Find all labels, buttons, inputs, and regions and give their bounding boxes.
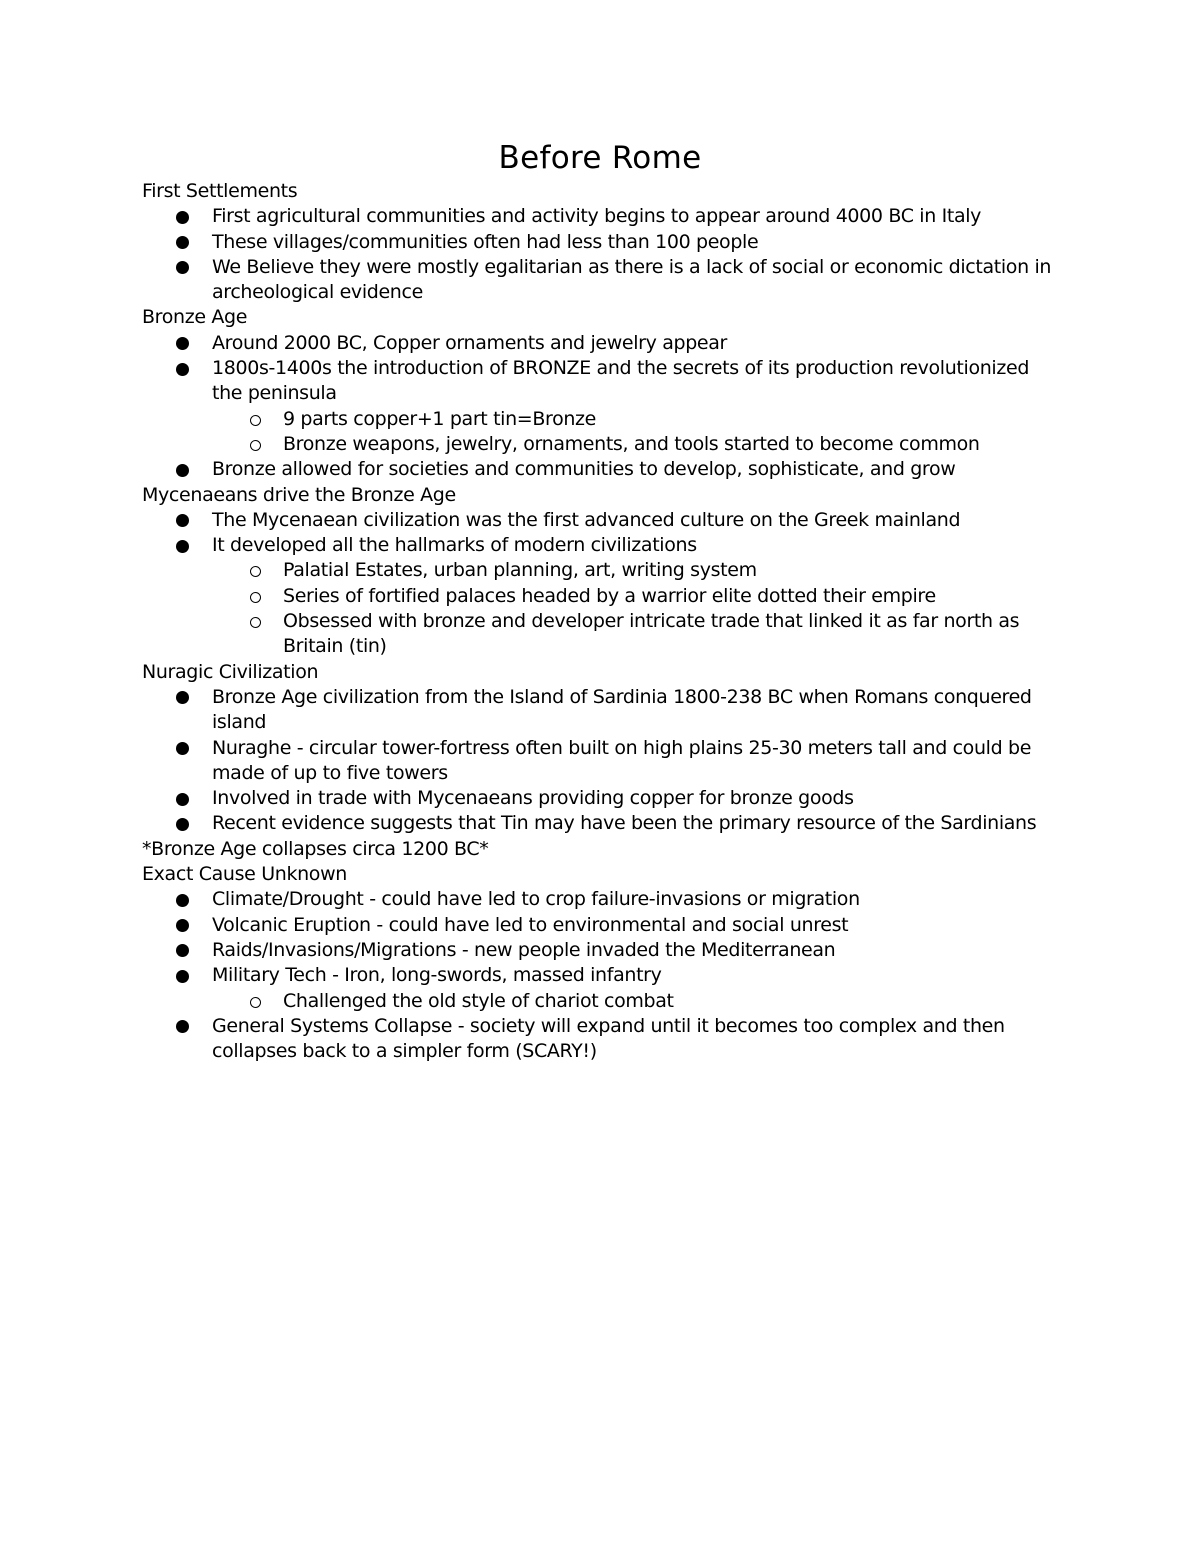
list-item <box>142 913 1052 938</box>
list-item <box>142 533 1052 558</box>
list-item-text: First agricultural communities and activity begins to appear around 4000 BC in Italy <box>212 205 982 228</box>
list-item <box>142 685 1052 736</box>
list-item <box>142 811 1052 836</box>
list-item <box>142 1014 1052 1065</box>
section-heading-exact-cause: Exact Cause Unknown <box>142 863 347 886</box>
list-item <box>142 230 1052 255</box>
section-heading-mycenaeans: Mycenaeans drive the Bronze Age <box>142 483 456 506</box>
filled-bullet-icon <box>176 944 189 957</box>
list-item-text: Bronze Age civilization from the Island of Sardinia 1800-238 BC when Romans conquered island <box>212 685 1032 734</box>
sub-list-item <box>142 609 1063 660</box>
filled-bullet-icon <box>176 363 189 376</box>
list-item <box>142 508 1052 533</box>
filled-bullet-icon <box>176 236 189 249</box>
sub-list-item <box>142 407 1063 432</box>
list-item-text: It developed all the hallmarks of modern civilizations <box>212 534 697 557</box>
sub-list-item <box>142 584 1063 609</box>
list-item-text: Nuraghe - circular tower-fortress often built on high plains 25-30 meters tall and could be made of up to five towers <box>212 736 1032 784</box>
filled-bullet-icon <box>176 540 189 553</box>
list-item <box>142 331 1052 356</box>
section-heading-bronze-age: Bronze Age <box>142 306 248 329</box>
notes-body <box>142 179 1062 1064</box>
sub-list-item-text: Bronze weapons, jewelry, ornaments, and tools started to become common <box>283 432 980 455</box>
list-item-text: Military Tech - Iron, long-swords, massed infantry <box>212 964 662 987</box>
list-item-text: Recent evidence suggests that Tin may have been the primary resource of the Sardinians <box>212 812 1037 835</box>
list-item-text: 1800s-1400s the introduction of BRONZE and the secrets of its production revolutionized the peninsula <box>212 357 1030 405</box>
sub-list-item <box>142 989 1063 1014</box>
list-item <box>142 457 1052 482</box>
list-item <box>142 255 1052 306</box>
list-item-text: Volcanic Eruption - could have led to environmental and social unrest <box>212 913 849 936</box>
list-item-text: The Mycenaean civilization was the first advanced culture on the Greek mainland <box>212 508 961 531</box>
list-item-text: Climate/Drought - could have led to crop failure-invasions or migration <box>212 888 860 911</box>
filled-bullet-icon <box>176 818 189 831</box>
sub-list-item <box>142 558 1063 583</box>
list-item-text: Raids/Invasions/Migrations - new people invaded the Mediterranean <box>212 938 836 961</box>
filled-bullet-icon <box>176 970 189 983</box>
sub-list-item-text: Palatial Estates, urban planning, art, writing system <box>283 559 757 582</box>
hollow-bullet-icon <box>250 440 261 451</box>
filled-bullet-icon <box>176 464 189 477</box>
section-heading-nuragic: Nuragic Civilization <box>142 660 319 683</box>
filled-bullet-icon <box>176 337 189 350</box>
hollow-bullet-icon <box>250 415 261 426</box>
filled-bullet-icon <box>176 919 189 932</box>
filled-bullet-icon <box>176 211 189 224</box>
hollow-bullet-icon <box>250 592 261 603</box>
page-title: Before Rome <box>498 140 702 176</box>
hollow-bullet-icon <box>250 997 261 1008</box>
sub-list-item-text: Challenged the old style of chariot combat <box>283 989 674 1012</box>
list-item <box>142 356 1052 407</box>
hollow-bullet-icon <box>250 566 261 577</box>
filled-bullet-icon <box>176 514 189 527</box>
list-item <box>142 938 1052 963</box>
list-item <box>142 786 1052 811</box>
sub-list-item-text: Series of fortified palaces headed by a warrior elite dotted their empire <box>283 584 936 607</box>
filled-bullet-icon <box>176 793 189 806</box>
section-heading-first-settlements: First Settlements <box>142 180 298 202</box>
list-item-text: General Systems Collapse - society will expand until it becomes too complex and then collapses back to a simpler form (SCARY!) <box>212 1014 1005 1063</box>
filled-bullet-icon <box>176 894 189 907</box>
list-item <box>142 204 1052 229</box>
sub-list-item-text: Obsessed with bronze and developer intricate trade that linked it as far north as Britain (tin) <box>283 610 1020 658</box>
filled-bullet-icon <box>176 261 189 274</box>
collapse-note: *Bronze Age collapses circa 1200 BC* <box>142 837 489 860</box>
list-item-text: We Believe they were mostly egalitarian as there is a lack of social or economic dictation in archeological evidence <box>212 255 1052 304</box>
list-item-text: Bronze allowed for societies and communities to develop, sophisticate, and grow <box>212 458 956 481</box>
sub-list-item-text: 9 parts copper+1 part tin=Bronze <box>283 407 597 430</box>
list-item <box>142 963 1052 988</box>
list-item-text: Involved in trade with Mycenaeans providing copper for bronze goods <box>212 787 854 810</box>
filled-bullet-icon <box>176 742 189 755</box>
filled-bullet-icon <box>176 691 189 704</box>
list-item-text: Around 2000 BC, Copper ornaments and jewelry appear <box>212 331 728 354</box>
filled-bullet-icon <box>176 1020 189 1033</box>
list-item <box>142 887 1052 912</box>
sub-list-item <box>142 432 1063 457</box>
list-item <box>142 736 1052 787</box>
list-item-text: These villages/communities often had less than 100 people <box>212 230 759 253</box>
hollow-bullet-icon <box>250 617 261 628</box>
